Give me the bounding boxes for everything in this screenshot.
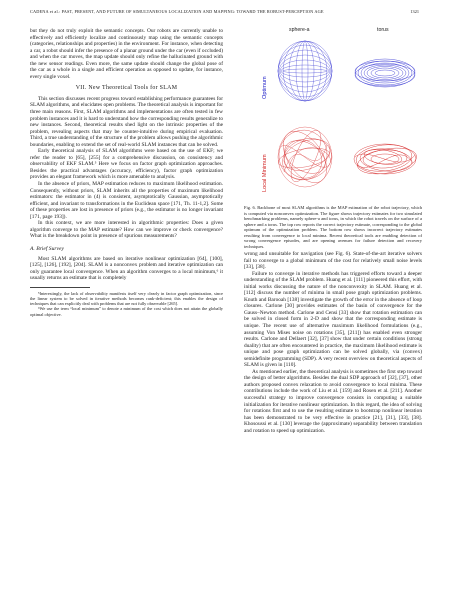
paragraph: In this context, we are more interested in algorithmic properties: Does a given algorithm converge to the MAP estimate? How can we improve or check convergence? What is the breakdown point in presence of spurious measurements? (30, 220, 223, 240)
paragraph: but they do not truly exploit the semantic concepts. Our robots are currently unable to effectively and efficiently localize and continuously map using the semantic concepts (categories, relationships and properties) in the environment. For instance, when detecting a car, a robot should infer the presence of a planar ground under the car (even if occluded) and when the car moves, the map update should only refine the hallucinated ground with the new sensor readings. Even more, the same update should change the global pose of the car as a whole in a single and efficient operation as opposed to update, for instance, every single voxel. (30, 28, 223, 80)
row-label-local-minimum: Local Minimum (262, 154, 268, 192)
footnote: ⁵Interestingly, the lack of observability manifests itself very clearly in factor graph optimization, since the linear system to be solved in iterative methods becomes rank-deficient; this enables the design of techniques that can explicitly deal with problems that are not fully observable [265]. (30, 290, 223, 307)
paragraph: Most SLAM algorithms are based on iterative nonlinear optimization [64], [100], [125], [126], [192], [204]. SLAM is a nonconvex problem and iterative optimization can only guarantee local convergence. When an algorithm converges to a local minimum,⁶ it usually returns an estimate that is completely (30, 255, 223, 282)
figure-caption: Fig. 6. Backbone of most SLAM algorithms is the MAP estimation of the robot trajectory, which is computed via nonconvex optimization. The figure shows trajectory estimates for two simulated benchmarking problems, namely sphere-a and torus, in which the robot travels on the surface of a sphere and a torus. The top row reports the correct trajectory estimate, corresponding to the global optimum of the optimization problem. The bottom row shows incorrect trajectory estimates resulting from convergence to local minima. Recent theoretical tools are enabling detection of wrong convergence episodes, and are opening avenues for failure detection and recovery techniques. (244, 205, 422, 249)
torus-local-minimum-plot (354, 142, 419, 178)
sphere-local-minimum-plot (273, 123, 337, 190)
subsection-title: A. Brief Survey (30, 245, 65, 252)
running-header (30, 9, 419, 17)
figure-6 (259, 27, 421, 199)
footnote: ⁶We use the term “local minimum” to denote a minimum of the cost which does not attain the globally optimal objective. (30, 306, 223, 317)
paragraph: In the absence of priors, MAP estimation reduces to maximum likelihood estimation. Consequently, without priors, SLAM inherits all the properties of maximum likelihood estimators: the estimator in (4) is consistent, asymptotically Gaussian, asymptotically efficient, and invariant to transformations in the Euclidean space [171, Th. 11-1,2]. Some of these properties are lost in presence of priors (e.g., the estimator is no longer invariant [171, page 193]). (30, 181, 223, 220)
left-column (30, 28, 223, 317)
section-title: VII. New Theoretical Tools for SLAM (75, 85, 178, 92)
right-column (244, 251, 422, 434)
running-title: CADENA et al.: PAST, PRESENT, AND FUTURE OF SIMULTANEOUS LOCALIZATION AND MAPPING: TOWARD THE ROBUST-PERCEPTION AGE (30, 9, 324, 14)
column-label-torus: torus (377, 27, 389, 33)
page-number: 1321 (410, 9, 419, 14)
paragraph: Early theoretical analysis of SLAM algorithms were based on the use of EKF; we refer the reader to [65], [255] for a comprehensive discussion, on consistency and observability of EKF SLAM.⁵ Here we focus on factor graph optimization approaches. Besides the practical advantages (accuracy, efficiency), factor graph optimization provides an elegant framework which is more amenable to analysis. (30, 148, 223, 181)
paragraph: Failure to converge in iterative methods has triggered efforts toward a deeper understanding of the SLAM problem. Huang et al. [111] pioneered this effort, with initial works discussing the nature of the nonconvexity in SLAM. Huang et al. [112] discuss the number of minima in small pose graph optimization problems. Knuth and Barooah [138] investigate the growth of the error in the absence of loop closures. Carlone [30] provides estimates of the basin of convergence for the Gauss–Newton method. Carlone and Censi [33] show that rotation estimation can be solved in closed form in 2-D and show that the corresponding estimate is unique. The recent use of alternative maximum likelihood formulations (e.g., assuming Von Mises noise on rotations [35], [211]) has enabled even stronger results. Carlone and Dellaert [32], [37] show that under certain conditions (strong duality) that are often encountered in practice, the maximum likelihood estimate is unique and pose graph optimization can be solved globally, via (convex) semidefinite programming (SDP). A very recent overview on theoretical aspects of SLAM is given in [110]. (244, 270, 422, 369)
row-label-optimum: Optimum (262, 76, 268, 99)
paragraph: As mentioned earlier, the theoretical analysis is sometimes the first step toward the design of better algorithms. Besides the dual SDP approach of [32], [37], other authors proposed convex relaxation to avoid convergence to local minima. These contributions include the work of Liu et al. [159] and Rosen et al. [211]. Another successful strategy to improve convergence consists in computing a suitable initialization for iterative nonlinear optimization. In this regard, the idea of solving for rotations first and to use the resulting estimate to bootstrap nonlinear iteration has been demonstrated to be very effective in practice [21], [31], [33], [38]. Khosoussi et al. [130] leverage the (approximate) separability between translation and rotation to speed up optimization. (244, 368, 422, 434)
trajectory-plots (259, 27, 421, 199)
paragraph: wrong and unsuitable for navigation (see Fig. 6). State-of-the-art iterative solvers fail to converge to a global minimum of the cost for relatively small noise levels [33], [38]. (244, 251, 422, 271)
torus-optimum-plot (355, 59, 415, 87)
sphere-optimum-plot (278, 41, 332, 101)
footnote-rule (30, 287, 90, 288)
column-label-sphere: sphere-a (289, 27, 310, 33)
paragraph: This section discusses recent progress toward establishing performance guarantees for SLAM algorithms, and elucidates open problems. The theoretical analysis is important for three main reasons. First, SLAM algorithms and implementations are often tested in few problem instances and it is hard to understand how the corresponding results generalize to new instances. Second, theoretical results shed light on the intrinsic properties of the problem, revealing aspects that may be counter-intuitive during empirical evaluation. Third, a true understanding of the structure of the problem allows pushing the algorithmic boundaries, enabling to extend the set of real-world SLAM instances that can be solved. (30, 95, 223, 148)
